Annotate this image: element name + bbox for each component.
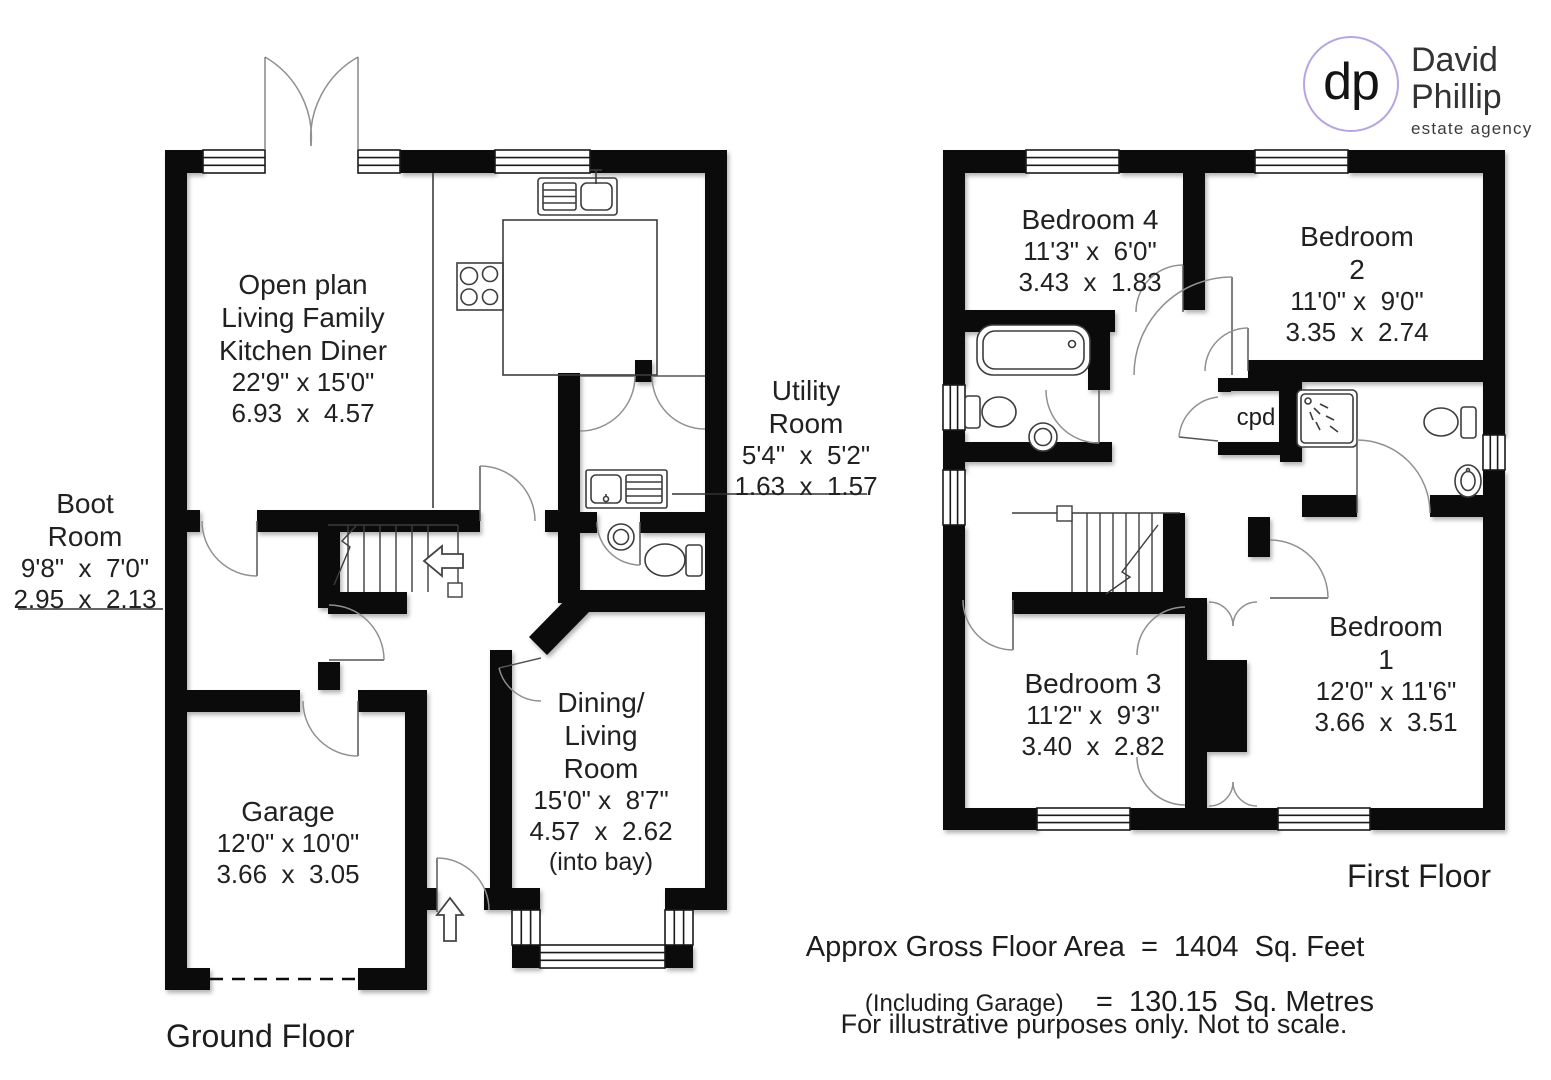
bedroom2-label: Bedroom 2 11'0" x 9'0" 3.35 x 2.74 bbox=[1285, 221, 1429, 347]
open-plan-label: Open plan Living Family Kitchen Diner 22'9" x 15'0" 6.93 x 4.57 bbox=[218, 269, 388, 428]
ensuite-basin-icon bbox=[1455, 465, 1481, 497]
window bbox=[1255, 150, 1348, 173]
including-garage-prefix: (Including Garage) bbox=[864, 990, 1064, 1017]
hob-icon bbox=[461, 267, 498, 306]
stairs-up-arrow-icon bbox=[424, 546, 463, 576]
kitchen-sink-icon bbox=[538, 170, 617, 215]
logo-text bbox=[1411, 36, 1532, 139]
first-floor-stairs bbox=[1012, 506, 1180, 594]
cupboard-label: cpd bbox=[1236, 404, 1276, 431]
bay-window-side bbox=[512, 910, 540, 945]
agency-logo bbox=[1303, 36, 1532, 139]
window bbox=[203, 150, 265, 173]
first-floor-title: First Floor bbox=[1347, 858, 1491, 894]
window bbox=[358, 150, 400, 173]
dining-room-label: Dining/ Living Room 15'0" x 8'7" 4.57 x 2.62 (into bay) bbox=[529, 687, 673, 876]
bath-icon bbox=[977, 325, 1090, 375]
logo-name-line2: Phillip bbox=[1411, 78, 1502, 116]
wc-basin-icon bbox=[608, 524, 634, 550]
logo-tagline: estate agency bbox=[1411, 119, 1533, 138]
bedroom3-label: Bedroom 3 11'2" x 9'3" 3.40 x 2.82 bbox=[1021, 668, 1165, 761]
utility-sink-icon bbox=[586, 470, 667, 508]
logo-circle-icon bbox=[1303, 36, 1399, 132]
bay-window bbox=[540, 945, 665, 968]
wc-toilet-icon bbox=[645, 544, 702, 576]
garage-label: Garage 12'0" x 10'0" 3.66 x 3.05 bbox=[216, 796, 360, 889]
logo-name-line1: David bbox=[1411, 41, 1498, 79]
window bbox=[1278, 808, 1370, 830]
entrance-arrow-icon bbox=[437, 898, 463, 941]
gross-floor-area-line: Approx Gross Floor Area = 1404 Sq. Feet bbox=[805, 931, 1365, 963]
bay-window-side bbox=[665, 910, 693, 945]
disclaimer-line: For illustrative purposes only. Not to scale. bbox=[840, 1009, 1348, 1039]
bedroom1-label: Bedroom 1 12'0" x 11'6" 3.66 x 3.51 bbox=[1314, 611, 1458, 737]
shower-icon bbox=[1297, 390, 1357, 447]
window bbox=[943, 385, 965, 430]
bedroom4-label: Bedroom 4 11'3" x 6'0" 3.43 x 1.83 bbox=[1018, 204, 1162, 297]
window bbox=[1483, 435, 1505, 470]
window bbox=[943, 470, 965, 525]
utility-room-label: Utility Room 5'4" x 5'2" 1.63 x 1.57 bbox=[734, 375, 878, 501]
kitchen-counter bbox=[433, 173, 657, 508]
including-garage-line: (Including Garage) = 130.15 Sq. Metres bbox=[864, 986, 1374, 1018]
window bbox=[495, 150, 590, 173]
bathroom-basin-icon bbox=[1029, 423, 1057, 451]
ground-floor-title: Ground Floor bbox=[166, 1018, 355, 1054]
ensuite-toilet-icon bbox=[1424, 407, 1476, 438]
logo-initials: dp bbox=[1323, 53, 1379, 111]
window bbox=[1026, 150, 1119, 173]
window bbox=[1037, 808, 1130, 830]
bathroom-toilet-icon bbox=[965, 396, 1016, 428]
boot-room-label: Boot Room 9'8" x 7'0" 2.95 x 2.13 bbox=[13, 488, 157, 614]
